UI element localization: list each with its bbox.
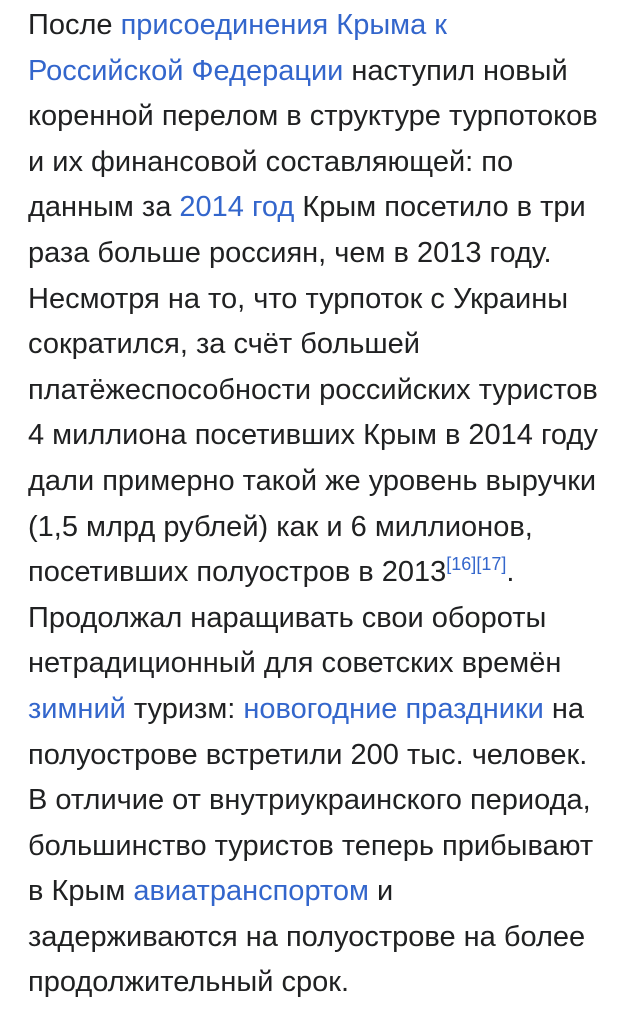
text: Крым посетило в три [294, 191, 586, 224]
text-line [28, 824, 603, 870]
text: нетрадиционный для советских времён [28, 647, 562, 680]
text-line [28, 869, 603, 915]
article-body [28, 0, 603, 1006]
paragraph [28, 3, 603, 1006]
link-crimea-annexation[interactable]: присоединения Крыма к [120, 9, 447, 41]
text: После [28, 9, 121, 41]
text: посетивших полуостров в 2013 [28, 556, 447, 589]
reference-16-link[interactable]: [16] [446, 554, 477, 575]
text: задерживаются на полуострове на более [28, 920, 586, 953]
text-line [28, 322, 603, 368]
text: Несмотря на то, что турпоток с Украины [28, 282, 569, 315]
text: данным за [28, 191, 180, 224]
reference-16[interactable] [446, 554, 476, 574]
reference-17-link[interactable]: [17] [476, 554, 507, 575]
text-line [28, 459, 603, 505]
text: полуострове встретили 200 тыс. человек. [28, 738, 588, 771]
text-line [28, 960, 603, 1006]
text-line [28, 277, 603, 323]
text-line [28, 3, 603, 49]
text-line [28, 733, 603, 779]
text-line [28, 505, 603, 551]
text-line [28, 641, 603, 687]
text-line [28, 596, 603, 642]
text: раза больше россиян, чем в 2013 году. [28, 236, 552, 269]
text: платёжеспособности российских туристов [28, 373, 598, 406]
text-line [28, 915, 603, 961]
text: и их финансовой составляющей: по [28, 145, 514, 178]
text: (1,5 млрд рублей) как и 6 миллионов, [28, 510, 533, 543]
text-line [28, 413, 603, 459]
link-winter[interactable]: зимний [28, 692, 126, 725]
link-new-year-holidays[interactable]: новогодние праздники [243, 692, 544, 725]
text-line [28, 185, 603, 231]
text: дали примерно такой же уровень выручки [28, 464, 597, 497]
text-line [28, 94, 603, 140]
text: сократился, за счёт большей [28, 328, 420, 361]
link-air-transport[interactable]: авиатранспортом [133, 875, 369, 908]
text: наступил новый [343, 54, 568, 87]
text-line [28, 687, 603, 733]
text: туризм: [125, 692, 244, 725]
text: и [368, 875, 394, 908]
text-line [28, 550, 603, 596]
text-line [28, 368, 603, 414]
text: В отличие от внутриукраинского периода, [28, 784, 591, 817]
text-line [28, 140, 603, 186]
text: продолжительный срок. [28, 966, 350, 999]
text: на [543, 692, 584, 725]
reference-17[interactable] [476, 554, 506, 574]
link-russian-federation[interactable]: Российской Федерации [28, 54, 344, 87]
text: 4 миллиона посетивших Крым в 2014 году [28, 419, 598, 452]
text: . [506, 556, 515, 589]
text-line [28, 49, 603, 95]
text-line [28, 778, 603, 824]
text-line [28, 231, 603, 277]
text: коренной перелом в структуре турпотоков [28, 100, 598, 133]
text: в Крым [28, 875, 134, 908]
text: большинство туристов теперь прибывают [28, 829, 594, 862]
link-2014-year[interactable]: 2014 год [179, 191, 295, 224]
text: Продолжал наращивать свои обороты [28, 601, 547, 634]
